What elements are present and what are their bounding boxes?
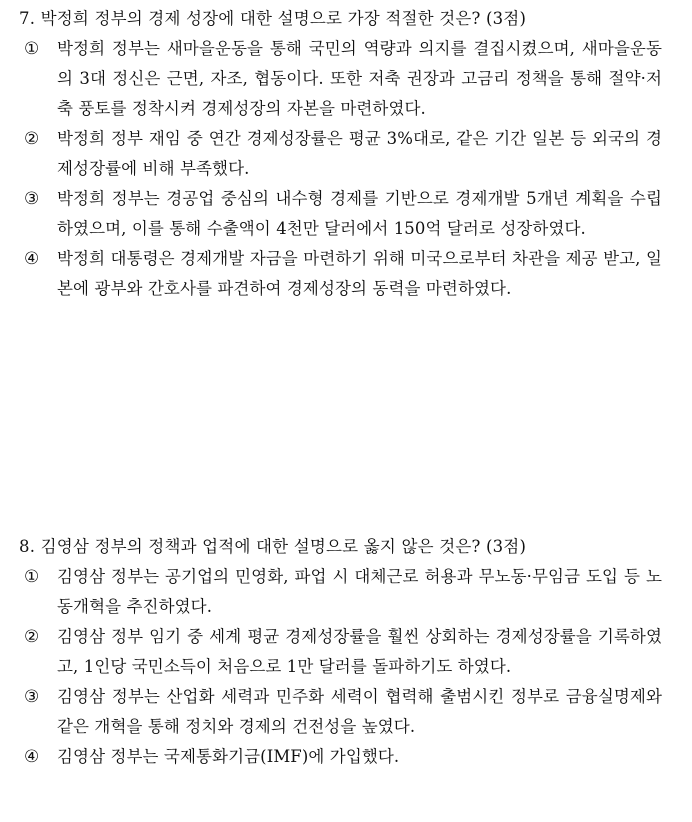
option-text: 김영삼 정부 임기 중 세계 평균 경제성장률을 훨씬 상회하는 경제성장률을 기록하였고, 1인당 국민소득이 처음으로 1만 달러를 돌파하기도 하였다. xyxy=(57,627,662,676)
question-7 xyxy=(0,4,692,304)
question-8 xyxy=(0,532,692,772)
option-text: 김영삼 정부는 산업화 세력과 민주화 세력이 협력해 출범시킨 정부로 금융실명제와 같은 개혁을 통해 정치와 경제의 건전성을 높였다. xyxy=(57,687,662,736)
question-8-option-4[interactable] xyxy=(0,742,692,772)
option-text: 김영삼 정부는 공기업의 민영화, 파업 시 대체근로 허용과 무노동·무임금 도입 등 노동개혁을 추진하였다. xyxy=(57,567,662,616)
option-number: ② xyxy=(24,129,40,149)
option-number: ③ xyxy=(24,687,40,707)
option-number: ① xyxy=(24,39,40,59)
question-8-option-3[interactable] xyxy=(0,682,692,742)
option-text: 박정희 정부 재임 중 연간 경제성장률은 평균 3%대로, 같은 기간 일본 등 외국의 경제성장률에 비해 부족했다. xyxy=(57,129,662,178)
question-7-option-3[interactable] xyxy=(0,184,692,244)
question-7-option-1[interactable] xyxy=(0,34,692,124)
option-number: ④ xyxy=(24,747,40,767)
option-number: ① xyxy=(24,567,40,587)
question-8-title: 8. 김영삼 정부의 정책과 업적에 대한 설명으로 옳지 않은 것은? (3점) xyxy=(19,537,527,556)
option-number: ③ xyxy=(24,189,40,209)
question-8-option-2[interactable] xyxy=(0,622,692,682)
option-text: 박정희 정부는 새마을운동을 통해 국민의 역량과 의지를 결집시켰으며, 새마을운동의 3대 정신은 근면, 자조, 협동이다. 또한 저축 권장과 고금리 정책을 통해 절약·저축 풍토를 정착시켜 경제성장의 자본을 마련하였다. xyxy=(57,39,662,118)
option-text: 김영삼 정부는 국제통화기금(IMF)에 가입했다. xyxy=(57,747,400,766)
option-text: 박정희 대통령은 경제개발 자금을 마련하기 위해 미국으로부터 차관을 제공 받고, 일본에 광부와 간호사를 파견하여 경제성장의 동력을 마련하였다. xyxy=(57,249,662,298)
option-number: ④ xyxy=(24,249,40,269)
question-7-option-2[interactable] xyxy=(0,124,692,184)
question-8-option-1[interactable] xyxy=(0,562,692,622)
question-7-option-4[interactable] xyxy=(0,244,692,304)
option-number: ② xyxy=(24,627,40,647)
option-text: 박정희 정부는 경공업 중심의 내수형 경제를 기반으로 경제개발 5개년 계획을 수립하였으며, 이를 통해 수출액이 4천만 달러에서 150억 달러로 성장하였다. xyxy=(57,189,662,238)
question-7-title: 7. 박정희 정부의 경제 성장에 대한 설명으로 가장 적절한 것은? (3점) xyxy=(19,9,527,28)
